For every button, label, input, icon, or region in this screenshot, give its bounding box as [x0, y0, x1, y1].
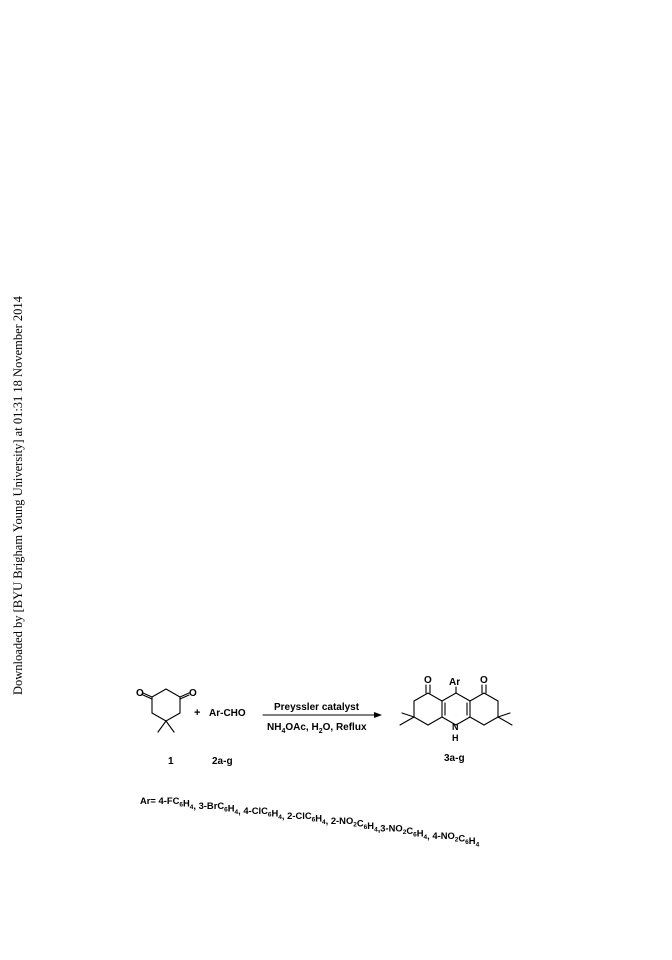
- dimedone-structure: [136, 688, 197, 732]
- ar-item-text: H: [416, 827, 424, 839]
- ar-item-subscript: 6: [413, 831, 417, 839]
- ar-item-text: C: [406, 825, 414, 836]
- dimedone-oxygen-left: O: [136, 688, 144, 699]
- ar-item-subscript: 2: [454, 836, 459, 844]
- acridinedione-structure: [400, 675, 512, 743]
- ar-item-text: H: [468, 835, 476, 846]
- ar-item-separator: ,: [281, 810, 288, 821]
- reactant2-label: 2a-g: [212, 756, 233, 767]
- ar-item-separator: ,: [377, 822, 381, 834]
- ar-item-text: H: [182, 797, 190, 809]
- ar-item-text: H: [271, 807, 279, 819]
- ar-item-subscript: 4: [278, 814, 282, 821]
- ar-item-separator: ,: [238, 805, 244, 816]
- reactant2-formula: Ar-CHO: [209, 708, 246, 719]
- ar-item-subscript: 4: [234, 809, 239, 816]
- ar-item-text: H: [367, 820, 375, 831]
- ar-definitions: [140, 795, 480, 849]
- reaction-arrowhead: [374, 712, 382, 718]
- reactant1-label: 1: [168, 756, 174, 767]
- product-nitrogen: N: [452, 722, 459, 732]
- ar-item-text: 4-FC: [158, 795, 180, 806]
- ar-item-subscript: 6: [267, 811, 272, 819]
- ar-item-text: H: [315, 812, 322, 824]
- download-watermark: Downloaded by [BYU Brigham Young University] at 01:31 18 November 2014: [11, 296, 25, 695]
- ar-prefix: Ar=: [140, 795, 159, 806]
- ar-item-subscript: 6: [179, 801, 183, 809]
- product-label: 3a-g: [444, 753, 465, 764]
- product-oxygen-right: O: [480, 675, 488, 686]
- ar-item-separator: ,: [325, 815, 331, 826]
- ar-item-subscript: 2: [353, 821, 357, 829]
- ar-item-subscript: 6: [465, 839, 469, 846]
- ar-item-text: 3-NO: [380, 822, 403, 834]
- plus-sign: +: [194, 707, 201, 719]
- ar-item-text: 3-BrC: [198, 800, 225, 811]
- ar-item-subscript: 4: [189, 804, 194, 811]
- reaction-scheme: [128, 672, 548, 849]
- ar-item-text: 2-ClC: [287, 810, 312, 821]
- conditions-label: $NH_4OAc$, $H_2O$, Reflux: [267, 722, 367, 735]
- ar-item-subscript: 6: [224, 806, 228, 814]
- dimedone-oxygen-right: O: [189, 688, 197, 699]
- ar-item-text: 4-NO: [432, 830, 455, 841]
- product-nh-hydrogen: H: [452, 733, 459, 743]
- product-oxygen-left: O: [424, 675, 432, 686]
- ar-item-text: C: [458, 832, 466, 844]
- ar-item-subscript: 4: [322, 819, 326, 826]
- ar-item-separator: ,: [427, 830, 433, 841]
- ar-item-subscript: 4: [475, 841, 480, 849]
- catalyst-label: Preyssler catalyst: [274, 702, 360, 713]
- ar-item-text: 4-ClC: [243, 805, 268, 816]
- ar-item-subscript: 4: [423, 834, 428, 841]
- ar-item-text: H: [227, 802, 235, 814]
- product-ar-substituent: Ar: [449, 677, 461, 688]
- ar-item-subscript: 6: [363, 824, 368, 831]
- ar-item-subscript: 2: [402, 829, 407, 836]
- ar-item-text: 2-NO: [330, 815, 354, 826]
- ar-item-separator: ,: [193, 800, 199, 811]
- ar-item-subscript: 6: [311, 816, 316, 824]
- ar-item-text: C: [356, 817, 364, 829]
- ar-item-subscript: 4: [374, 826, 378, 834]
